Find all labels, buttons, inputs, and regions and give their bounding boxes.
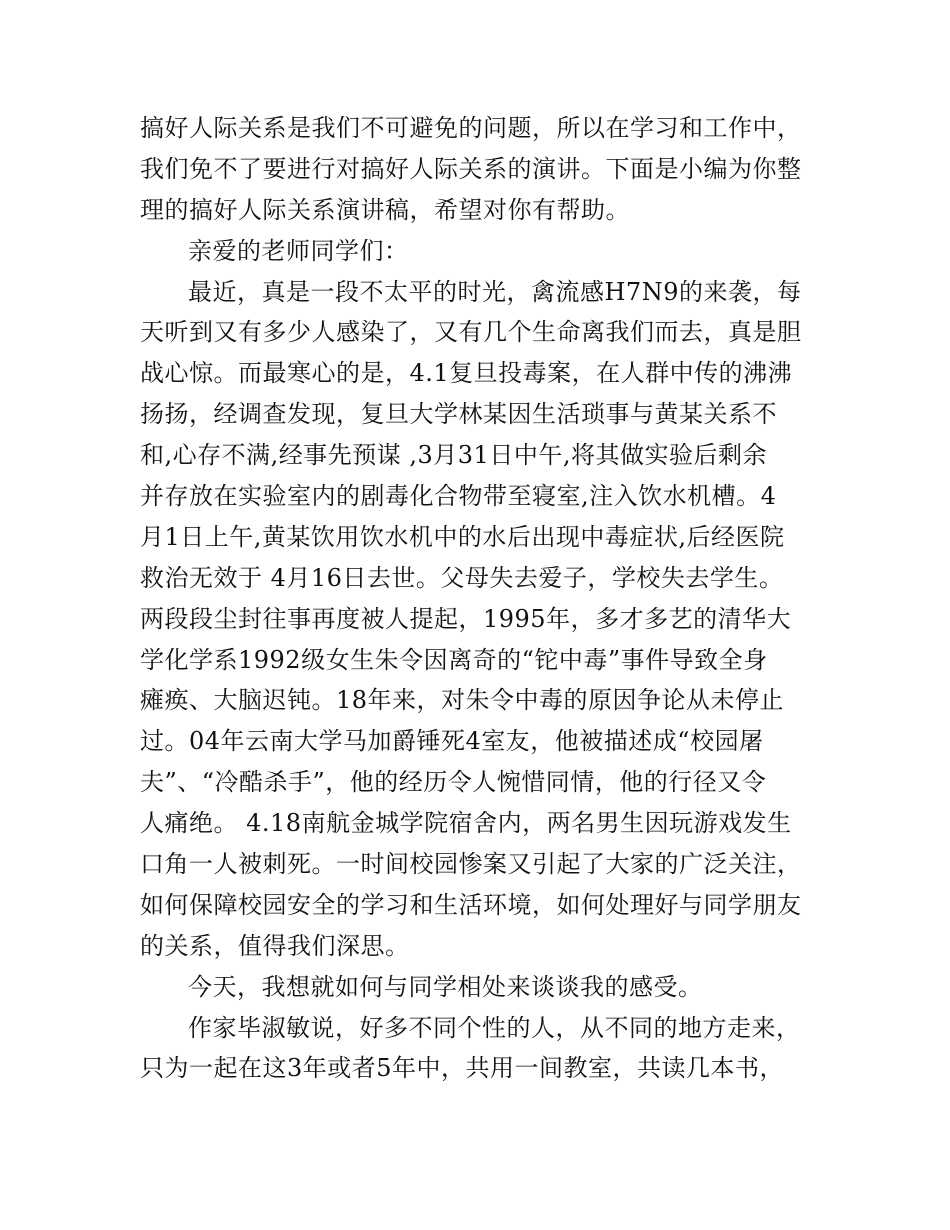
text-line: 夫”、“冷酷杀手”，他的经历令人惋惜同情，他的行径又令	[140, 768, 767, 797]
text-line: 战心惊。而最寒心的是，4.1复旦投毒案，在人群中传的沸沸	[140, 359, 793, 388]
text-line: 并存放在实验室内的剧毒化合物带至寝室,注入饮水机槽。4	[140, 482, 777, 511]
text-line: 如何保障校园安全的学习和生活环境，如何处理好与同学朋友	[140, 890, 802, 919]
text-line: 月1日上午,黄某饮用饮水机中的水后出现中毒症状,后经医院	[140, 522, 785, 551]
text-line: 学化学系1992级女生朱令因离奇的“铊中毒”事件导致全身	[140, 645, 768, 674]
text-line: 搞好人际关系是我们不可避免的问题，所以在学习和工作中，	[140, 114, 802, 142]
text-line: 理的搞好人际关系演讲稿，希望对你有帮助。	[140, 195, 630, 224]
text-line: 扬扬，经调查发现，复旦大学林某因生活琐事与黄某关系不	[140, 400, 777, 429]
text-line: 今天，我想就如何与同学相处来谈谈我的感受。	[188, 972, 703, 1001]
text-line: 两段段尘封往事再度被人提起，1995年，多才多艺的清华大	[140, 604, 792, 633]
text-line: 救治无效于 4月16日去世。父母失去爱子，学校失去学生。	[140, 563, 784, 592]
text-line: 我们免不了要进行对搞好人际关系的演讲。下面是小编为你整	[140, 154, 802, 183]
text-line: 只为一起在这3年或者5年中，共用一间教室，共读几本书，	[140, 1054, 785, 1083]
document-body	[140, 108, 820, 1089]
text-line: 过。04年云南大学马加爵锤死4室友，他被描述成“校园屠	[140, 727, 764, 756]
text-line: 和,心存不满,经事先预谋 ,3月31日中午,将其做实验后剩余	[140, 441, 767, 470]
text-line: 最近，真是一段不太平的时光，禽流感H7N9的来袭，每	[188, 277, 802, 306]
text-line: 作家毕淑敏说，好多不同个性的人，从不同的地方走来，	[188, 1013, 801, 1042]
text-line: 瘫痪、大脑迟钝。18年来，对朱令中毒的原因争论从未停止	[140, 686, 785, 715]
text-line: 亲爱的老师同学们：	[188, 236, 409, 265]
text-line: 口角一人被刺死。一时间校园惨案又引起了大家的广泛关注，	[140, 850, 802, 879]
text-line: 人痛绝。 4.18南航金城学院宿舍内，两名男生因玩游戏发生	[140, 809, 792, 838]
text-line: 天听到又有多少人感染了，又有几个生命离我们而去，真是胆	[140, 318, 802, 347]
text-line: 的关系，值得我们深思。	[140, 931, 410, 960]
